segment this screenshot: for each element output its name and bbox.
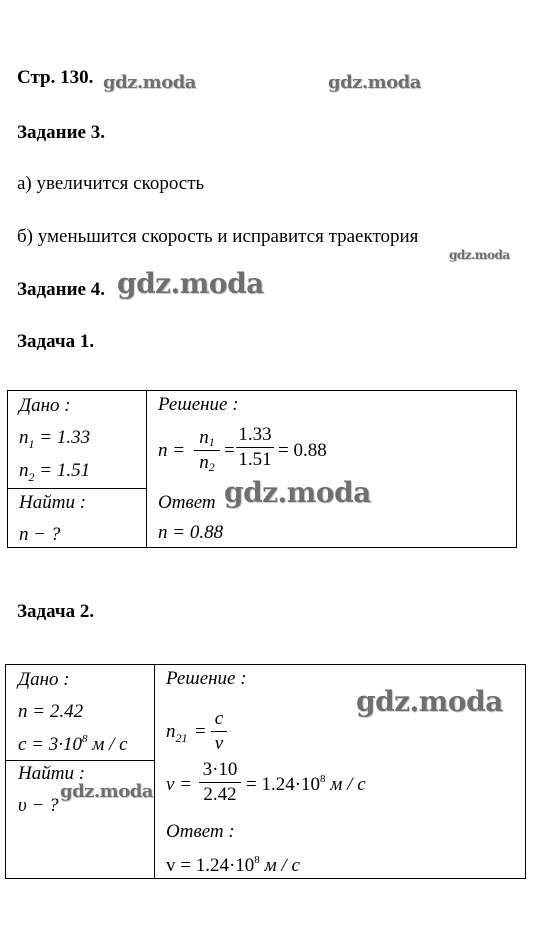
solution-fraction-values: 1.33 1.51 (236, 424, 274, 471)
solution-label: Решение : (158, 394, 239, 415)
solution2-fraction: 3·10 2.42 (199, 759, 241, 806)
task4-title: Задание 4. (17, 279, 105, 300)
task3-title: Задание 3. (17, 122, 105, 143)
watermark: gdz.moda (60, 781, 153, 802)
problem2-title: Задача 2. (17, 601, 95, 622)
find-value: n − ? (19, 524, 61, 545)
answer-label: Ответ : (166, 821, 235, 842)
solution2-rhs: = $1.24\cdot 10^8$ м / с (246, 773, 366, 795)
solution1-equals: = (195, 721, 206, 742)
solution2-lhs: v = (166, 774, 193, 795)
task3-answer-a: а) увеличится скорость (17, 173, 205, 194)
solution-lhs: n = (158, 440, 186, 461)
watermark: gdz.moda (449, 248, 510, 262)
find-label: Найти : (18, 763, 86, 784)
watermark: gdz.moda (103, 72, 196, 93)
task3-answer-b: б) уменьшится скорость и исправится траектория (17, 226, 419, 247)
given-label: Дано : (19, 395, 71, 416)
given-n2: $n_2 = 1.51$ (19, 460, 91, 484)
given-n: n = 2.42 (18, 701, 84, 722)
watermark: gdz.moda (328, 72, 421, 93)
find-label: Найти : (19, 492, 87, 513)
solution-label: Решение : (166, 668, 247, 689)
given-c: $c = 3\cdot 10^8$ м / с (18, 733, 128, 755)
watermark: gdz.moda (117, 267, 264, 300)
given-label: Дано : (18, 669, 70, 690)
solution1-lhs: $n_{21}$ (166, 721, 188, 745)
watermark: gdz.moda (224, 476, 371, 509)
solution-result: = 0.88 (278, 440, 327, 461)
problem1-table (7, 390, 517, 548)
solution-fraction-n1-n2: n1 n2 (194, 427, 220, 474)
solution1-fraction: c v (211, 708, 227, 755)
answer-value: $v = 1.24\cdot 10^8$ м / с (166, 854, 300, 876)
solution-equals: = (224, 440, 235, 461)
find-value: υ − ? (18, 795, 59, 816)
watermark: gdz.moda (356, 685, 503, 718)
given-n1: $n_1 = 1.33$ (19, 427, 91, 451)
page-number: Стр. 130. (17, 67, 94, 88)
problem1-title: Задача 1. (17, 331, 95, 352)
answer-label: Ответ (158, 492, 216, 513)
answer-value: n = 0.88 (158, 522, 224, 543)
